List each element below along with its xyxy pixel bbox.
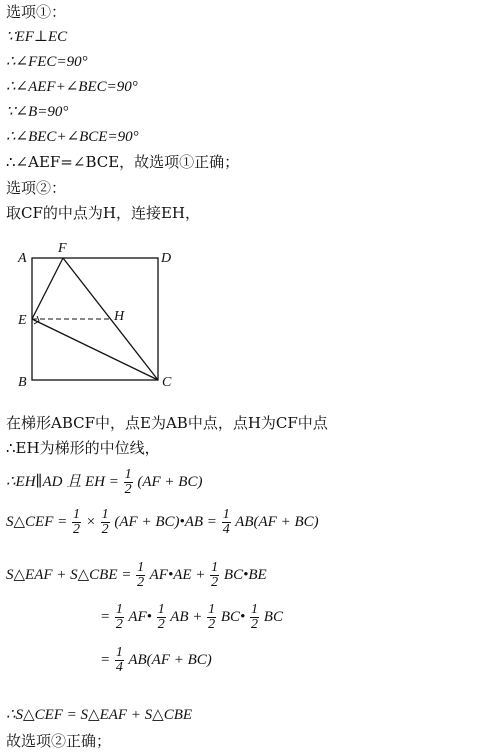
step-area-sum-2: = $\frac{1}{2}$ AF• $\frac{1}{2}$ AB + $\frac{1}{2}$ BC• $\frac{1}{2}$ BC: [100, 602, 283, 633]
label-h: H: [114, 309, 125, 324]
label-a: A: [18, 251, 27, 266]
step-area-sum: S△EAF + S△CBE = $\frac{1}{2}$ AF•AE + $\frac{1}{2}$ BC•BE: [6, 560, 267, 591]
step-eh-formula: ∴EH∥AD 且 EH = $\frac{1}{2}$ (AF + BC): [6, 467, 203, 498]
step-midline: ∴EH为梯形的中位线，: [6, 439, 160, 457]
label-f: F: [58, 241, 67, 256]
label-e: E: [18, 313, 27, 328]
option-2-heading: 选项②：: [6, 179, 67, 197]
step-aef-bec-sum: ∴∠AEF+∠BEC=90°: [6, 79, 138, 95]
label-b: B: [18, 375, 27, 390]
geometry-figure: [0, 236, 200, 396]
step-area-conclusion: ∴S△CEF = S△EAF + S△CBE: [6, 707, 193, 723]
option-1-heading: 选项①：: [6, 3, 67, 21]
segment-fc: [63, 258, 158, 380]
label-c: C: [162, 375, 172, 390]
step-midpoint-h: 取CF的中点为H，连接EH，: [6, 204, 200, 222]
step-fec-90: ∴∠FEC=90°: [6, 54, 88, 70]
fraction-quarter: $\frac{1}{4}$: [222, 507, 230, 538]
fraction-half: $\frac{1}{2}$: [208, 602, 216, 633]
fraction-quarter: $\frac{1}{4}$: [115, 645, 123, 676]
step-area-cef: S△CEF = $\frac{1}{2}$ × $\frac{1}{2}$ (AF + BC)•AB = $\frac{1}{4}$ AB(AF + BC): [6, 507, 319, 538]
fraction-half: $\frac{1}{2}$: [101, 507, 109, 538]
label-d: D: [161, 251, 172, 266]
fraction-half: $\frac{1}{2}$: [124, 467, 132, 498]
fraction-half: $\frac{1}{2}$: [211, 560, 219, 591]
fraction-half: $\frac{1}{2}$: [73, 507, 80, 538]
step-bec-bce-sum: ∴∠BEC+∠BCE=90°: [6, 129, 139, 145]
step-option-2-conclusion: 故选项②正确；: [6, 732, 112, 750]
fraction-half: $\frac{1}{2}$: [137, 560, 145, 591]
fraction-half: $\frac{1}{2}$: [115, 602, 123, 633]
step-ef-perp-ec: ∵EF⊥EC: [6, 29, 68, 45]
step-trapezoid: 在梯形ABCF中，点E为AB中点，点H为CF中点: [6, 414, 328, 432]
step-b-90: ∵∠B=90°: [6, 104, 69, 120]
segment-ec: [32, 319, 158, 380]
step-area-sum-3: = $\frac{1}{4}$ AB(AF + BC): [100, 645, 212, 676]
fraction-half: $\frac{1}{2}$: [251, 602, 259, 633]
fraction-half: $\frac{1}{2}$: [157, 602, 165, 633]
step-option-1-conclusion: ∴∠AEF=∠BCE，故选项①正确；: [6, 153, 240, 171]
segment-ef: [32, 258, 63, 319]
